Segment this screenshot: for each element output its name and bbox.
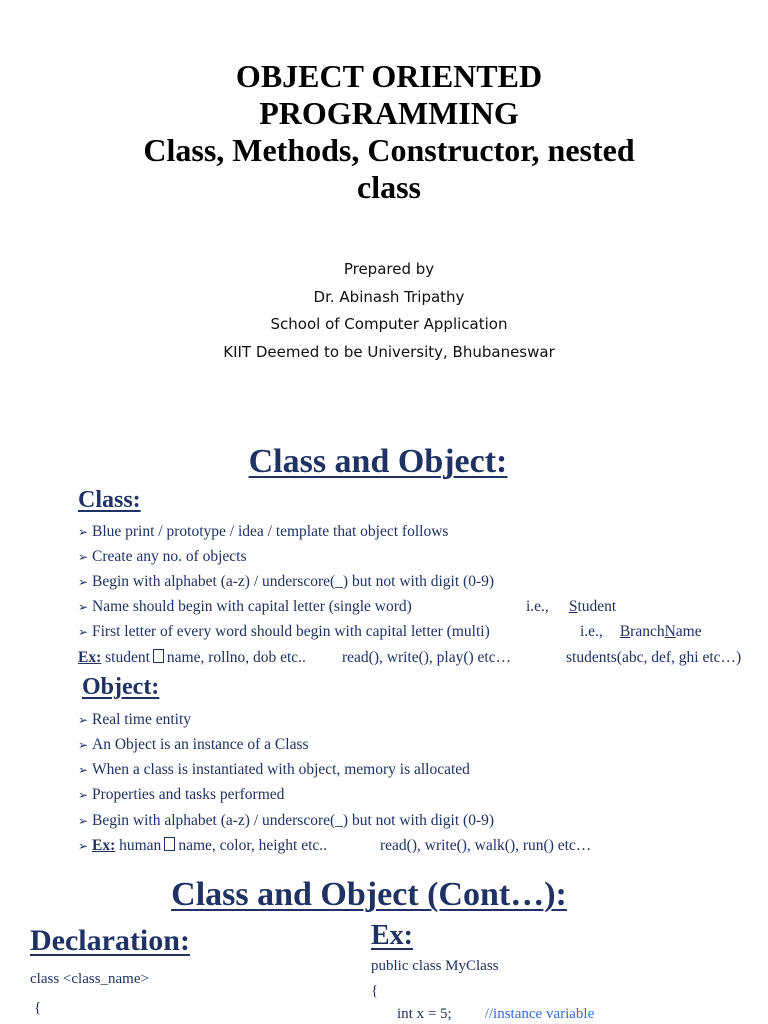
- arrow-bullet-icon: ➢: [78, 625, 89, 639]
- ie-capital-letter: S: [568, 598, 578, 615]
- arrow-bullet-icon: ➢: [78, 738, 89, 752]
- prepared-by-block: [0, 256, 768, 366]
- author-name: Dr. Abinash Tripathy: [313, 287, 465, 306]
- arrow-glyph-icon: [164, 837, 175, 851]
- bullet-text: Real time entity: [92, 711, 192, 728]
- school-name: School of Computer Application: [270, 315, 508, 333]
- arrow-bullet-icon: ➢: [78, 550, 89, 564]
- bullet-text: First letter of every word should begin with capital letter (multi): [92, 623, 490, 640]
- class-bullet: [78, 619, 490, 645]
- title-line-3: Class, Methods, Constructor, nested: [143, 132, 635, 168]
- arrow-glyph-icon: [153, 649, 164, 663]
- class-example-methods: read(), write(), play() etc…: [342, 649, 512, 666]
- object-heading: Object:: [82, 674, 160, 700]
- declaration-line-2: {: [34, 1000, 42, 1016]
- class-bullet: [78, 519, 448, 545]
- title-line-4: class: [357, 169, 421, 205]
- bullet-text: Properties and tasks performed: [92, 786, 285, 803]
- example-properties: name, color, height etc..: [178, 837, 328, 854]
- object-bullet: [78, 808, 494, 834]
- object-bullet: [78, 757, 470, 783]
- class-heading: Class:: [78, 487, 141, 513]
- ie-example-single: [526, 594, 616, 619]
- code-line-2: {: [371, 983, 379, 999]
- ie-label: i.e.,: [526, 598, 549, 615]
- university-name: KIIT Deemed to be University, Bhubaneswar: [223, 342, 555, 361]
- arrow-bullet-icon: ➢: [78, 575, 89, 589]
- example-subject: human: [119, 837, 162, 854]
- class-bullet: [78, 569, 494, 595]
- title-line-2: PROGRAMMING: [259, 95, 519, 131]
- ie-capital-n: N: [664, 623, 676, 640]
- arrow-bullet-icon: ➢: [78, 600, 89, 614]
- ie-ame: ame: [675, 623, 702, 640]
- bullet-text: Create any no. of objects: [92, 548, 247, 565]
- class-bullet: [78, 544, 247, 570]
- bullet-text: When a class is instantiated with object, memory is allocated: [92, 761, 470, 778]
- class-example-row: [78, 645, 306, 670]
- arrow-bullet-icon: ➢: [78, 525, 89, 539]
- bullet-text: Begin with alphabet (a-z) / underscore(_) but not with digit (0-9): [92, 573, 495, 590]
- prepared-label: Prepared by: [343, 260, 435, 278]
- example-properties: name, rollno, dob etc..: [166, 649, 306, 666]
- class-example-objects: students(abc, def, ghi etc…): [566, 649, 742, 666]
- section-heading-cont: Class and Object (Cont…):: [171, 876, 567, 913]
- class-bullet: [78, 594, 412, 620]
- bullet-text: Name should begin with capital letter (single word): [92, 598, 412, 615]
- code-line-1: public class MyClass: [371, 958, 499, 974]
- title-block: [0, 58, 768, 206]
- arrow-bullet-icon: ➢: [78, 788, 89, 802]
- bullet-text: Begin with alphabet (a-z) / underscore(_) but not with digit (0-9): [92, 812, 495, 829]
- section-heading-class-object: Class and Object:: [248, 443, 508, 480]
- object-bullet: [78, 707, 191, 733]
- ie-capital-b: B: [619, 623, 631, 640]
- arrow-bullet-icon: ➢: [78, 814, 89, 828]
- code-comment: //instance variable: [484, 1006, 595, 1022]
- ie-rest: tudent: [577, 598, 617, 615]
- example-label: Ex:: [78, 649, 102, 666]
- arrow-bullet-icon: ➢: [78, 839, 89, 853]
- ex-heading: Ex:: [371, 920, 413, 951]
- bullet-text: An Object is an instance of a Class: [92, 736, 309, 753]
- object-bullet: [78, 782, 284, 808]
- title-line-1: OBJECT ORIENTED: [235, 58, 543, 94]
- example-label: Ex:: [92, 837, 116, 854]
- code-statement: int x = 5;: [397, 1006, 452, 1022]
- ie-ranch: ranch: [630, 623, 665, 640]
- bullet-text: Blue print / prototype / idea / template that object follows: [92, 523, 449, 540]
- object-bullet: [78, 732, 309, 758]
- object-example-row: [78, 833, 327, 859]
- arrow-bullet-icon: ➢: [78, 763, 89, 777]
- declaration-heading: Declaration:: [30, 924, 190, 957]
- example-subject: student: [105, 649, 150, 666]
- ie-example-multi: [580, 619, 702, 644]
- code-line-3: [397, 1006, 594, 1023]
- arrow-bullet-icon: ➢: [78, 713, 89, 727]
- object-example-methods: read(), write(), walk(), run() etc…: [380, 837, 592, 854]
- ie-label: i.e.,: [580, 623, 603, 640]
- declaration-line-1: class <class_name>: [30, 971, 149, 987]
